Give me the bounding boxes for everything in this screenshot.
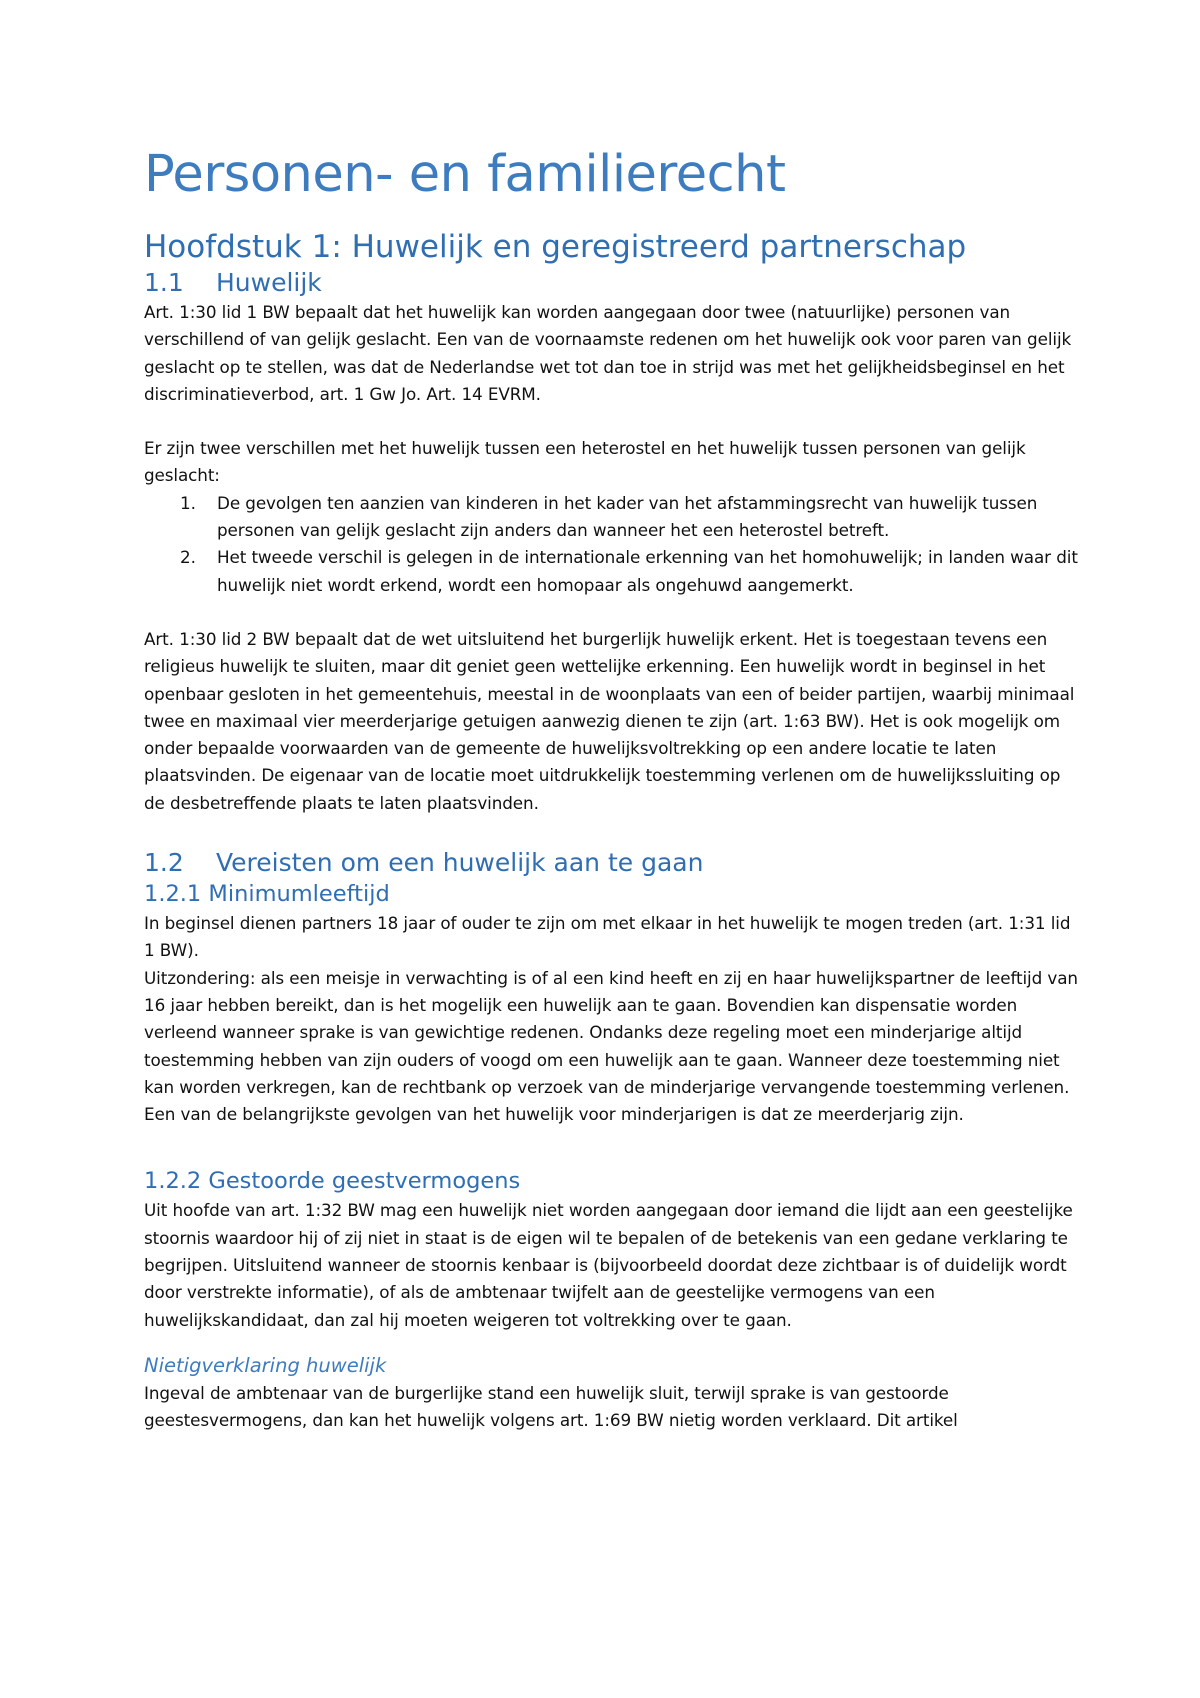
paragraph: Ingeval de ambtenaar van de burgerlijke stand een huwelijk sluit, terwijl sprake is van gestoorde geestesvermogens, dan kan het huwelijk volgens art. 1:69 BW nietig worden verklaard. Dit artikel: [144, 1382, 958, 1431]
paragraph: Art. 1:30 lid 1 BW bepaalt dat het huwelijk kan worden aangegaan door twee (natuurlijke) personen van verschillend of van gelijk geslacht. Een van de voornaamste redenen om het huwelijk ook voor paren van gelijk geslacht op te stellen, was dat de Nederlandse wet tot dan toe in strijd was met het gelijkheidsbeginsel en het discriminatieverbod, art. 1 Gw Jo. Art. 14 EVRM.: [144, 302, 1072, 404]
list-item: [144, 490, 1080, 545]
section-spacer: [144, 1128, 1080, 1166]
numbered-list: [144, 490, 1080, 599]
section-title: Vereisten om een huwelijk aan te gaan: [216, 848, 704, 878]
list-item-text: Het tweede verschil is gelegen in de internationale erkenning van het homohuwelijk; in landen waar dit huwelijk niet wordt erkend, wordt een homopaar als ongehuwd aangemerkt.: [217, 547, 1078, 595]
list-item: [144, 544, 1080, 599]
list-marker: 2.: [180, 547, 196, 568]
section-spacer: [144, 817, 1080, 847]
paragraph: Art. 1:30 lid 2 BW bepaalt dat de wet uitsluitend het burgerlijk huwelijk erkent. Het is toegestaan tevens een religieus huwelijk te sluiten, maar dit geniet geen wettelijke erkenning. Een huwelijk wordt in beginsel in het openbaar gesloten in het gemeentehuis, meestal in de woonplaats van een of beider partijen, waarbij minimaal twee en maximaal vier meerderjarige getuigen aanwezig dienen te zijn (art. 1:63 BW). Het is ook mogelijk om onder bepaalde voorwaarden van de gemeente de huwelijksvoltrekking op een andere locatie te laten plaatsvinden. De eigenaar van de locatie moet uitdrukkelijk toestemming verlenen om de huwelijkssluiting op de desbetreffende plaats te laten plaatsvinden.: [144, 628, 1075, 813]
subsection-heading-1-2-2: 1.2.2 Gestoorde geestvermogens: [144, 1168, 521, 1195]
section-number: 1.1: [144, 268, 184, 297]
subsection-heading-1-2-1: 1.2.1 Minimumleeftijd: [144, 881, 390, 908]
paragraph-spacer: [144, 408, 1080, 435]
paragraph: Er zijn twee verschillen met het huwelijk tussen een heterostel en het huwelijk tussen personen van gelijk geslacht:: [144, 438, 1026, 486]
paragraph: Uitzondering: als een meisje in verwachting is of al een kind heeft en zij en haar huwelijkspartner de leeftijd van 16 jaar hebben bereikt, dan is het mogelijk een huwelijk aan te gaan. Bovendien kan dispensatie worden verleend wanneer sprake is van gewichtige redenen. Ondanks deze regeling moet een minderjarige altijd toestemming hebben van zijn ouders of voogd om een huwelijk aan te gaan. Wanneer deze toestemming niet kan worden verkregen, kan de rechtbank op verzoek van de minderjarige vervangende toestemming verlenen. Een van de belangrijkste gevolgen van het huwelijk voor minderjarigen is dat ze meerderjarig zijn.: [144, 967, 1078, 1125]
paragraph: In beginsel dienen partners 18 jaar of ouder te zijn om met elkaar in het huwelijk te mogen treden (art. 1:31 lid 1 BW).: [144, 913, 1071, 961]
paragraph: Uit hoofde van art. 1:32 BW mag een huwelijk niet worden aangegaan door iemand die lijdt aan een geestelijke stoornis waardoor hij of zij niet in staat is de eigen wil te bepalen of de betekenis van een gedane verklaring te begrijpen. Uitsluitend wanneer de stoornis kenbaar is (bijvoorbeeld doordat deze zichtbaar is of duidelijk wordt door verstrekte informatie), of als de ambtenaar twijfelt aan de geestelijke vermogens van een huwelijkskandidaat, dan zal hij moeten weigeren tot voltrekking over te gaan.: [144, 1200, 1073, 1330]
minor-heading-nietigverklaring: Nietigverklaring huwelijk: [144, 1353, 387, 1377]
section-spacer: [144, 1334, 1080, 1352]
document-title: Personen- en familierecht: [144, 145, 786, 204]
list-item-text: De gevolgen ten aanzien van kinderen in het kader van het afstammingsrecht van huwelijk tussen personen van gelijk geslacht zijn anders dan wanneer het een heterostel betreft.: [217, 492, 1038, 541]
section-number: 1.2: [144, 848, 184, 878]
section-heading-1-2: [144, 847, 1080, 879]
chapter-heading: Hoofdstuk 1: Huwelijk en geregistreerd partnerschap: [144, 229, 967, 265]
section-title: Huwelijk: [216, 268, 322, 297]
section-heading-1-1: [144, 267, 1080, 299]
list-marker: 1.: [180, 492, 196, 513]
paragraph-spacer: [144, 599, 1080, 626]
